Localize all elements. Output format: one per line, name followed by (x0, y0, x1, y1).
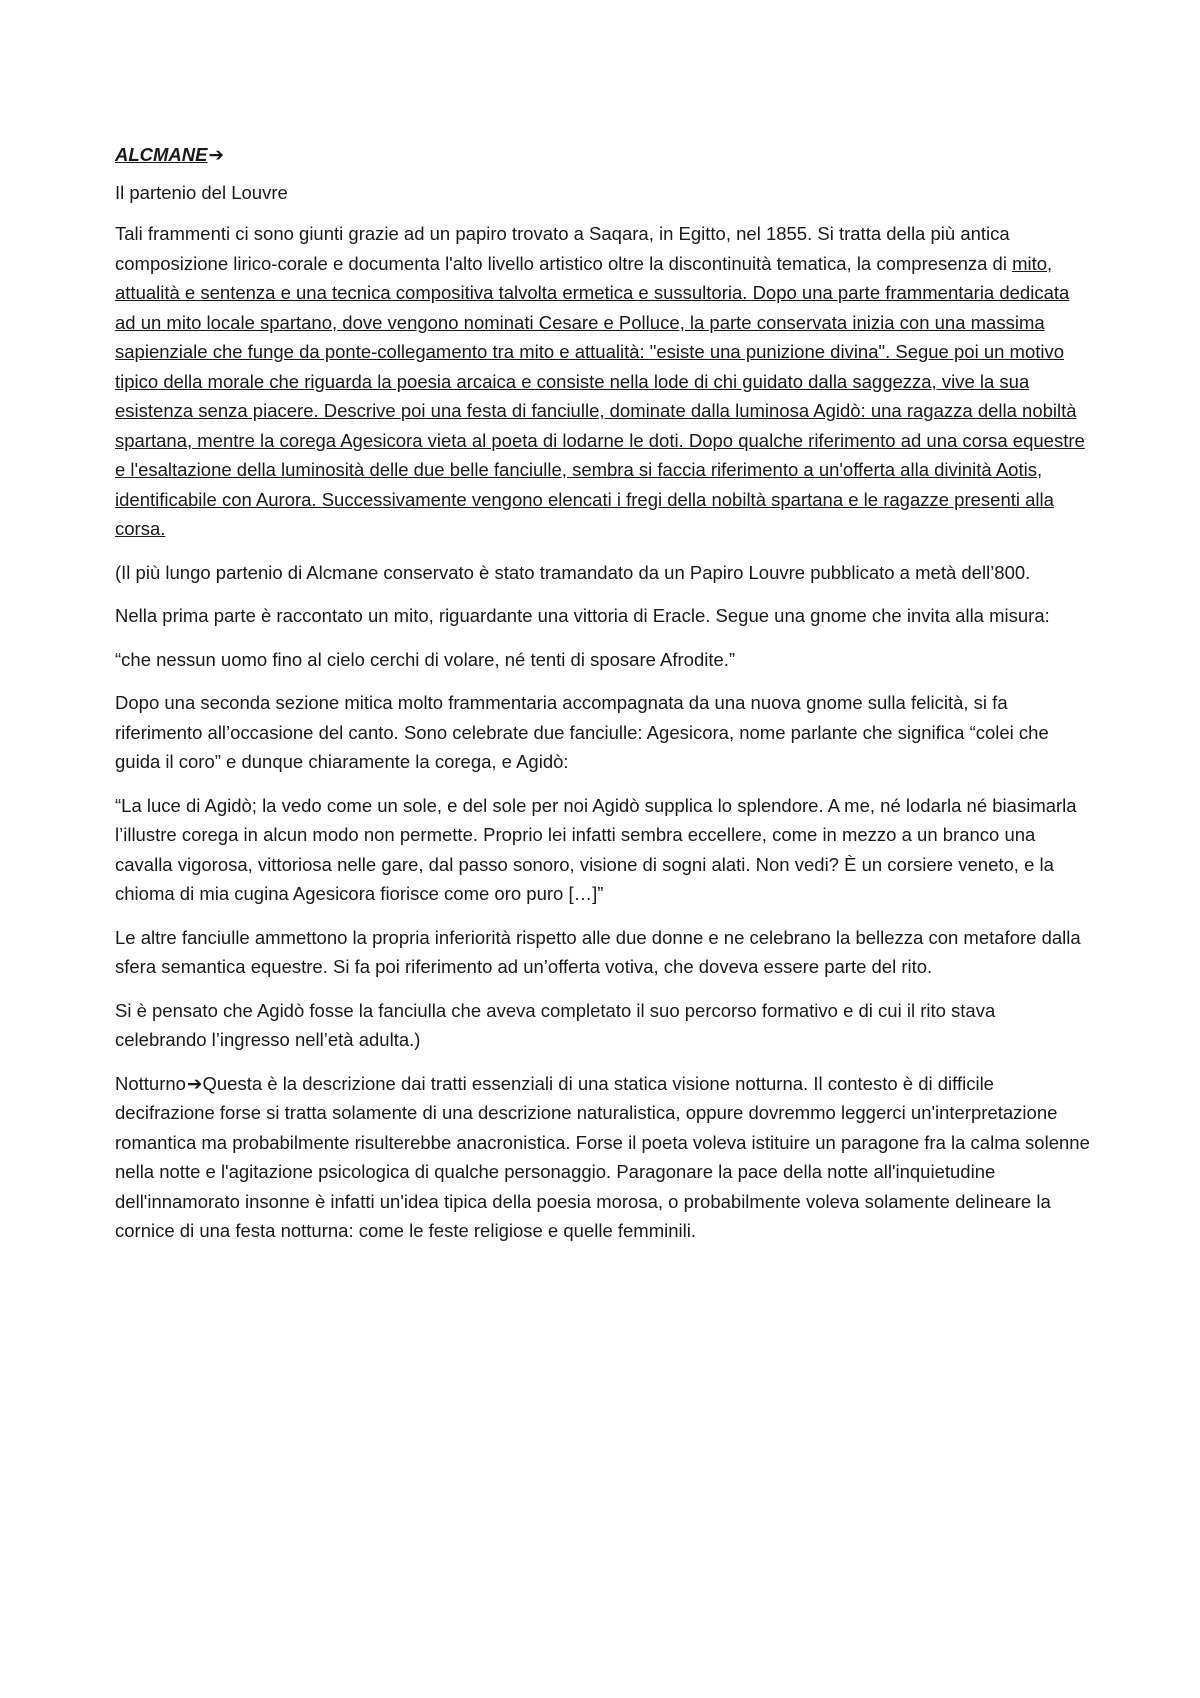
notturno-label: Notturno (115, 1072, 186, 1094)
paragraph-intro (115, 219, 1090, 544)
paragraph-quote-agido: “La luce di Agidò; la vedo come un sole, e del sole per noi Agidò supplica lo splendore. A me, né lodarla né biasimarla l’illustre corega in alcun modo non permette. Proprio lei infatti sembra eccellere, come in mezzo a un branco una cavalla vigorosa, vittoriosa nelle gare, dal passo sonoro, visione di sogni alati. Non vedi? È un corsiere veneto, e la chioma di mia cugina Agesicora fiorisce come oro puro […]” (115, 794, 1077, 904)
paragraph-intro-lead: Tali frammenti ci sono giunti grazie ad un papiro trovato a Saqara, in Egitto, nel 1855. Si tratta della più antica composizione lirico-corale e documenta l'alto livello artistico oltre la discontinuità tematica, la compresenza di (115, 223, 1013, 274)
document-page (115, 140, 1090, 1260)
paragraph-quote-gnome: “che nessun uomo fino al cielo cerchi di volare, né tenti di sposare Afrodite.” (115, 648, 736, 670)
notturno-text: Questa è la descrizione dai tratti essenziali di una statica visione notturna. Il contesto è di difficile decifrazione forse si tratta solamente di una descrizione naturalistica, oppure dovremmo leggerci un'interpretazione romantica ma probabilmente risulterebbe anacronistica. Forse il poeta voleva istituire un paragone fra la calma solenne nella notte e l'agitazione psicologica di qualche personaggio. Paragonare la pace della notte all'inquietudine dell'innamorato insonne è infatti un'idea tipica della poesia morosa, o probabilmente voleva solamente delineare la cornice di una festa notturna: come le feste religiose e quelle femminili. (115, 1072, 1090, 1241)
title-text: ALCMANE (115, 144, 208, 165)
paragraph-myth: Nella prima parte è raccontato un mito, riguardante una vittoria di Eracle. Segue una gnome che invita alla misura: (115, 605, 1050, 626)
document-title (115, 140, 1090, 170)
paragraph-louvre-papyrus: (Il più lungo partenio di Alcmane conservato è stato tramandato da un Papiro Louvre pubblicato a metà dell’800. (115, 561, 1031, 583)
document-subtitle: Il partenio del Louvre (115, 181, 288, 203)
paragraph-other-maidens: Le altre fanciulle ammettono la propria inferiorità rispetto alle due donne e ne celebrano la bellezza con metafore dalla sfera semantica equestre. Si fa poi riferimento ad un’offerta votiva, che doveva essere parte del rito. (115, 926, 1081, 977)
arrow-icon: ➔ (208, 144, 225, 165)
paragraph-notturno (115, 1069, 1090, 1246)
paragraph-agido-rite: Si è pensato che Agidò fosse la fanciulla che aveva completato il suo percorso formativo e di cui il rito stava celebrando l’ingresso nell’età adulta.) (115, 999, 996, 1050)
arrow-icon: ➔ (186, 1072, 203, 1094)
paragraph-intro-underlined: mito, attualità e sentenza e una tecnica compositiva talvolta ermetica e sussultoria. Dopo una parte frammentaria dedicata ad un mito locale spartano, dove vengono nominati Cesare e Polluce, la parte conservata inizia con una massima sapienziale che funge da ponte-collegamento tra mito e attualità: "esiste una punizione divina". Segue poi un motivo tipico della morale che riguarda la poesia arcaica e consiste nella lode di chi guidato dalla saggezza, vive la sua esistenza senza piacere. Descrive poi una festa di fanciulle, dominate dalla luminosa Agidò: una ragazza della nobiltà spartana, mentre la corega Agesicora vieta al poeta di lodarne le doti. Dopo qualche riferimento ad una corsa equestre e l'esaltazione della luminosità delle due belle fanciulle, sembra si faccia riferimento a un'offerta alla divinità Aotis, identificabile con Aurora. Successivamente vengono elencati i fregi della nobiltà spartana e le ragazze presenti alla corsa. (115, 252, 1085, 539)
paragraph-second-section: Dopo una seconda sezione mitica molto frammentaria accompagnata da una nuova gnome sulla felicità, si fa riferimento all’occasione del canto. Sono celebrate due fanciulle: Agesicora, nome parlante che significa “colei che guida il coro” e dunque chiaramente la corega, e Agidò: (115, 692, 1049, 772)
